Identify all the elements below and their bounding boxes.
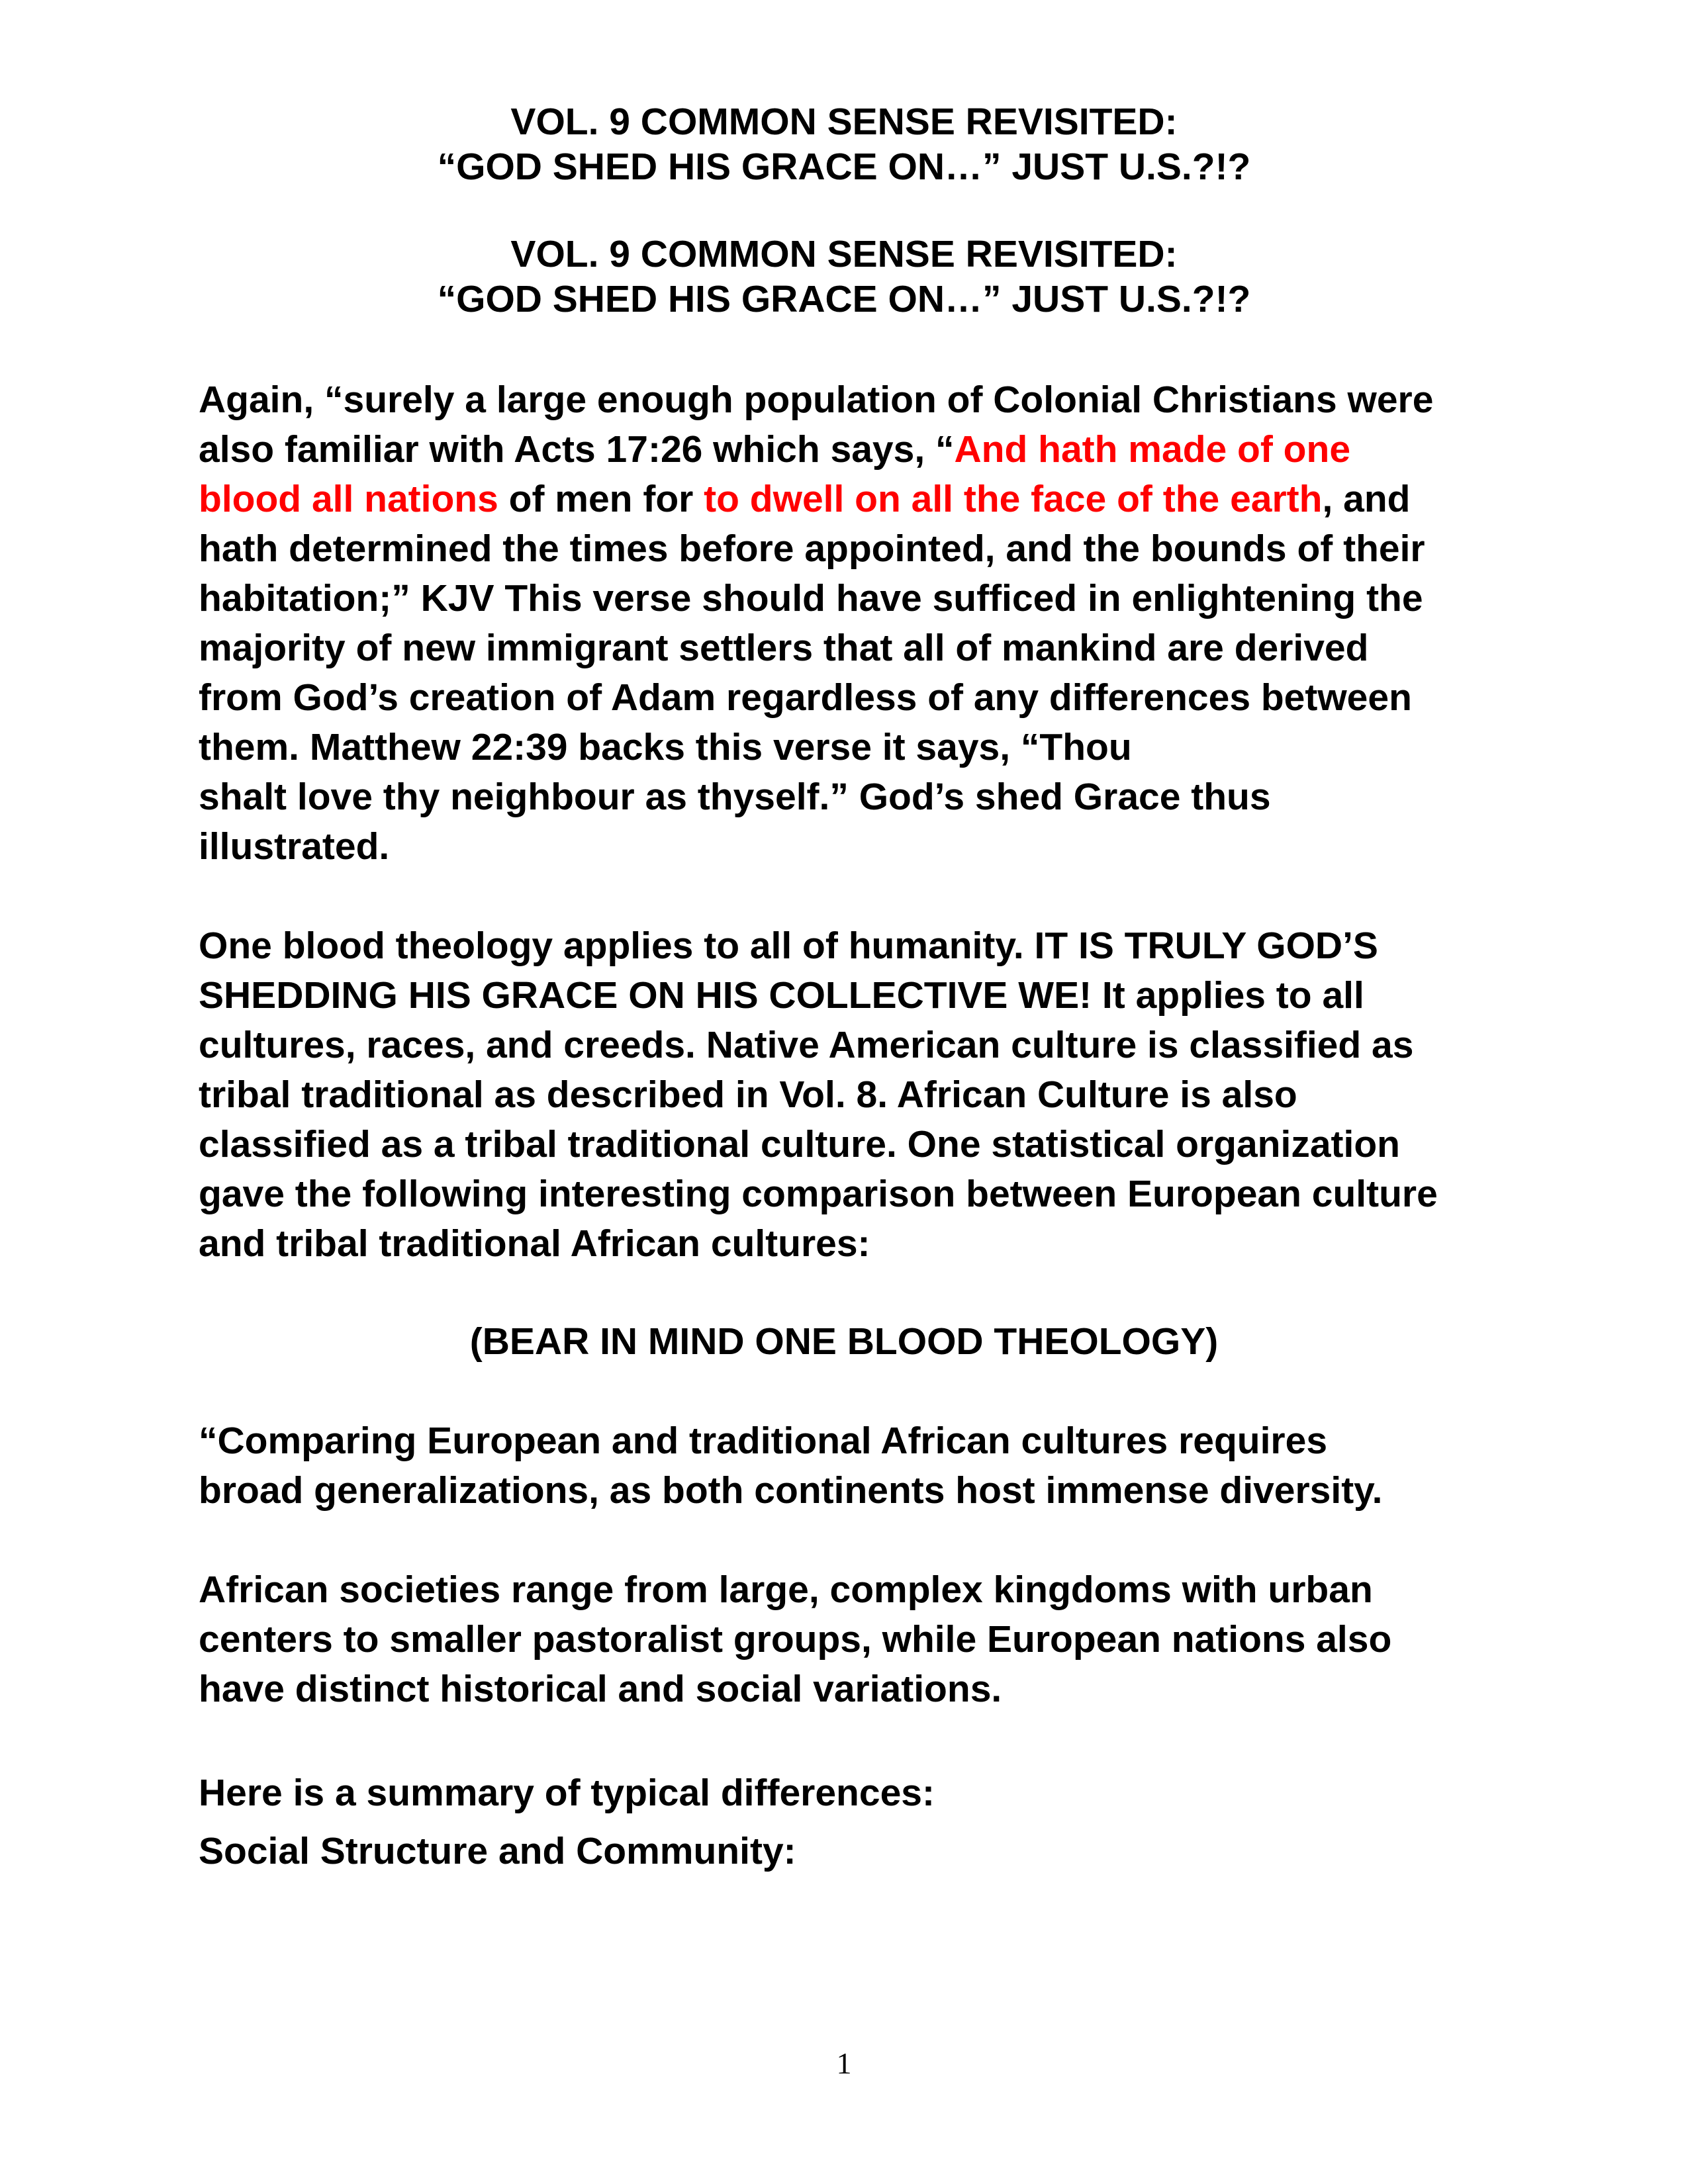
paragraph-line: gave the following interesting comparison between European culture xyxy=(199,1173,1438,1215)
paragraph-african-societies xyxy=(199,1565,1496,1714)
paragraph-line: One blood theology applies to all of humanity. IT IS TRULY GOD’S xyxy=(199,925,1378,967)
paragraph-line: tribal traditional as described in Vol. 8. African Culture is also xyxy=(199,1073,1297,1116)
page-number: 1 xyxy=(836,2046,852,2080)
paragraph-line: broad generalizations, as both continents host immense diversity. xyxy=(199,1469,1383,1512)
paragraph-line: “Comparing European and traditional African cultures requires xyxy=(199,1420,1328,1462)
scripture-highlight: to dwell on all the face of the earth xyxy=(704,478,1323,520)
paragraph-comparison-intro xyxy=(199,1416,1496,1516)
document-title xyxy=(0,99,1688,189)
scripture-highlight: blood all nations xyxy=(199,478,498,520)
paragraph-line: SHEDDING HIS GRACE ON HIS COLLECTIVE WE! It applies to all xyxy=(199,974,1364,1017)
paragraph-line: them. Matthew 22:39 backs this verse it says, “Thou xyxy=(199,726,1132,768)
paragraph-summary xyxy=(199,1764,1496,1880)
paragraph-line: have distinct historical and social variations. xyxy=(199,1668,1002,1710)
paragraph-text: also familiar with Acts 17:26 which says, “ xyxy=(199,428,955,471)
scripture-highlight: And hath made of one xyxy=(954,428,1351,471)
paragraph-line: Here is a summary of typical differences: xyxy=(199,1772,935,1814)
paragraph-line: illustrated. xyxy=(199,825,390,868)
paragraph-line: African societies range from large, complex kingdoms with urban xyxy=(199,1569,1373,1611)
paragraph-one-blood-theology xyxy=(199,921,1496,1269)
paragraph-line: majority of new immigrant settlers that all of mankind are derived xyxy=(199,627,1369,669)
centered-note: (BEAR IN MIND ONE BLOOD THEOLOGY) xyxy=(469,1320,1219,1363)
paragraph-line: cultures, races, and creeds. Native American culture is classified as xyxy=(199,1024,1414,1066)
paragraph-line: and tribal traditional African cultures: xyxy=(199,1222,870,1265)
paragraph-line: from God’s creation of Adam regardless of any differences between xyxy=(199,676,1412,719)
title-repeat-line-2: “GOD SHED HIS GRACE ON…” JUST U.S.?!? xyxy=(437,278,1251,320)
title-line-1: VOL. 9 COMMON SENSE REVISITED: xyxy=(510,101,1178,143)
paragraph-line: centers to smaller pastoralist groups, while European nations also xyxy=(199,1618,1392,1661)
title-repeat-line-1: VOL. 9 COMMON SENSE REVISITED: xyxy=(510,233,1178,275)
paragraph-line: shalt love thy neighbour as thyself.” God’s shed Grace thus xyxy=(199,776,1271,818)
document-title-repeat xyxy=(0,232,1688,322)
section-heading: Social Structure and Community: xyxy=(199,1830,796,1872)
paragraph-line: habitation;” KJV This verse should have sufficed in enlightening the xyxy=(199,577,1423,619)
paragraph-line: hath determined the times before appointed, and the bounds of their xyxy=(199,527,1425,570)
title-line-2: “GOD SHED HIS GRACE ON…” JUST U.S.?!? xyxy=(437,146,1251,188)
paragraph-acts-17-26 xyxy=(199,375,1496,872)
paragraph-text: of men for xyxy=(498,478,704,520)
paragraph-text: , and xyxy=(1322,478,1411,520)
paragraph-line xyxy=(199,475,1496,524)
paragraph-line: Again, “surely a large enough population of Colonial Christians were xyxy=(199,379,1434,421)
paragraph-line xyxy=(199,425,1496,475)
paragraph-line: classified as a tribal traditional culture. One statistical organization xyxy=(199,1123,1400,1165)
